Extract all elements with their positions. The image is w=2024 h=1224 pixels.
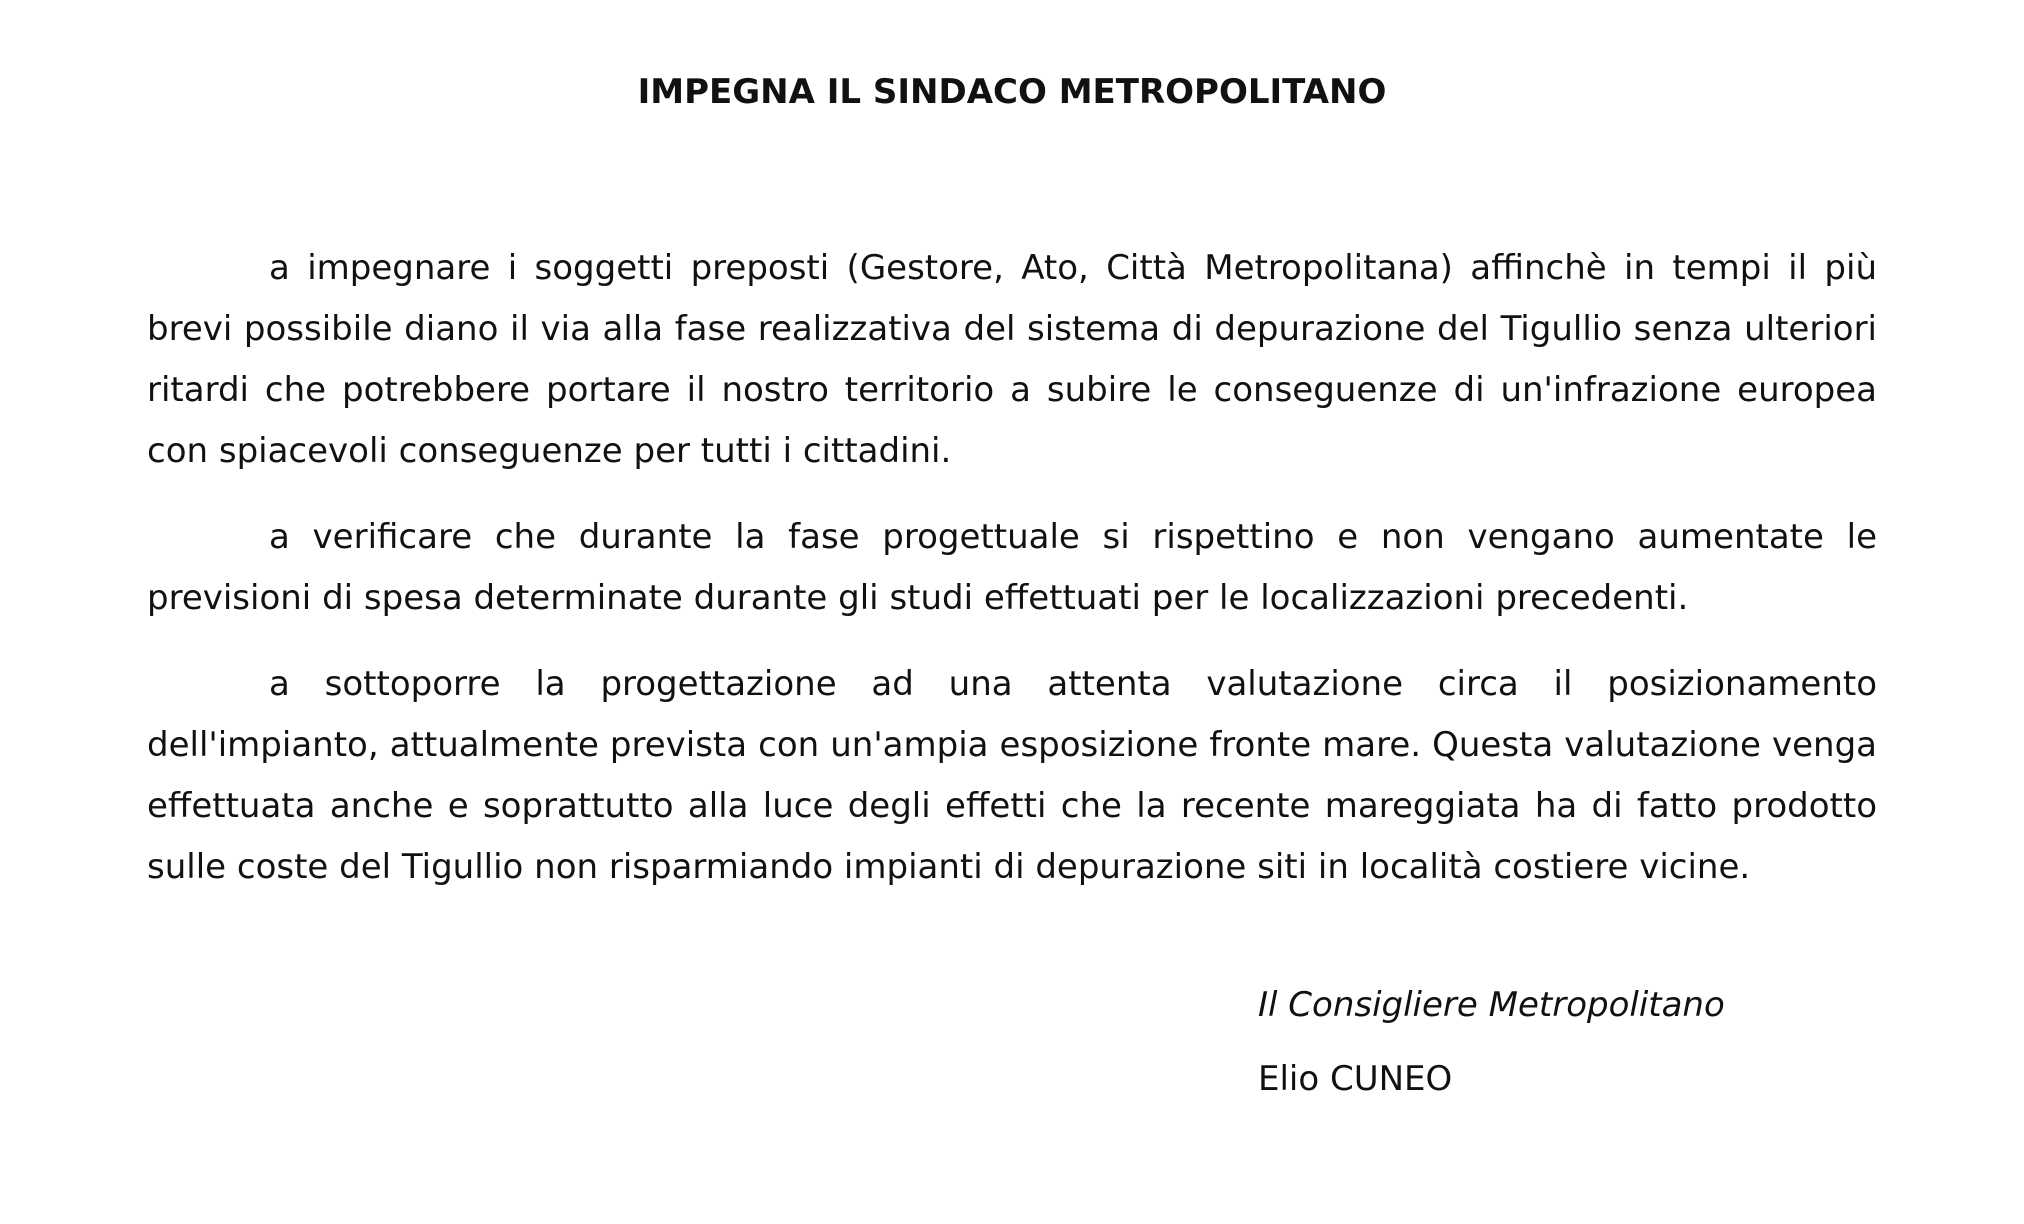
signature-block [1258,980,1958,1104]
paragraph-1: a impegnare i soggetti preposti (Gestore, Ato, Città Metropolitana) affinchè in tempi il più brevi possibile diano il via alla fase realizzativa del sistema di depurazione del Tigullio senza ulteriori ritardi che potrebbere portare il nostro territorio a subire le conseguenze di un'infrazione europea con spiacevoli conseguenze per tutti i cittadini. [147,248,1877,471]
signature-role: Il Consigliere Metropolitano [1258,985,1725,1025]
paragraph-3: a sottoporre la progettazione ad una attenta valutazione circa il posizionamento dell'impianto, attualmente prevista con un'ampia esposizione fronte mare. Questa valutazione venga effettuata anche e soprattutto alla luce degli effetti che la recente mareggiata ha di fatto prodotto sulle coste del Tigullio non risparmiando impianti di depurazione siti in località costiere vicine. [147,664,1877,887]
paragraph-2: a verificare che durante la fase progettuale si rispettino e non vengano aumentate le previsioni di spesa determinate durante gli studi effettuati per le localizzazioni precedenti. [147,517,1877,618]
document-body [147,238,1877,923]
signature-name: Elio CUNEO [1258,1059,1453,1099]
document-title: IMPEGNA IL SINDACO METROPOLITANO [637,72,1387,112]
